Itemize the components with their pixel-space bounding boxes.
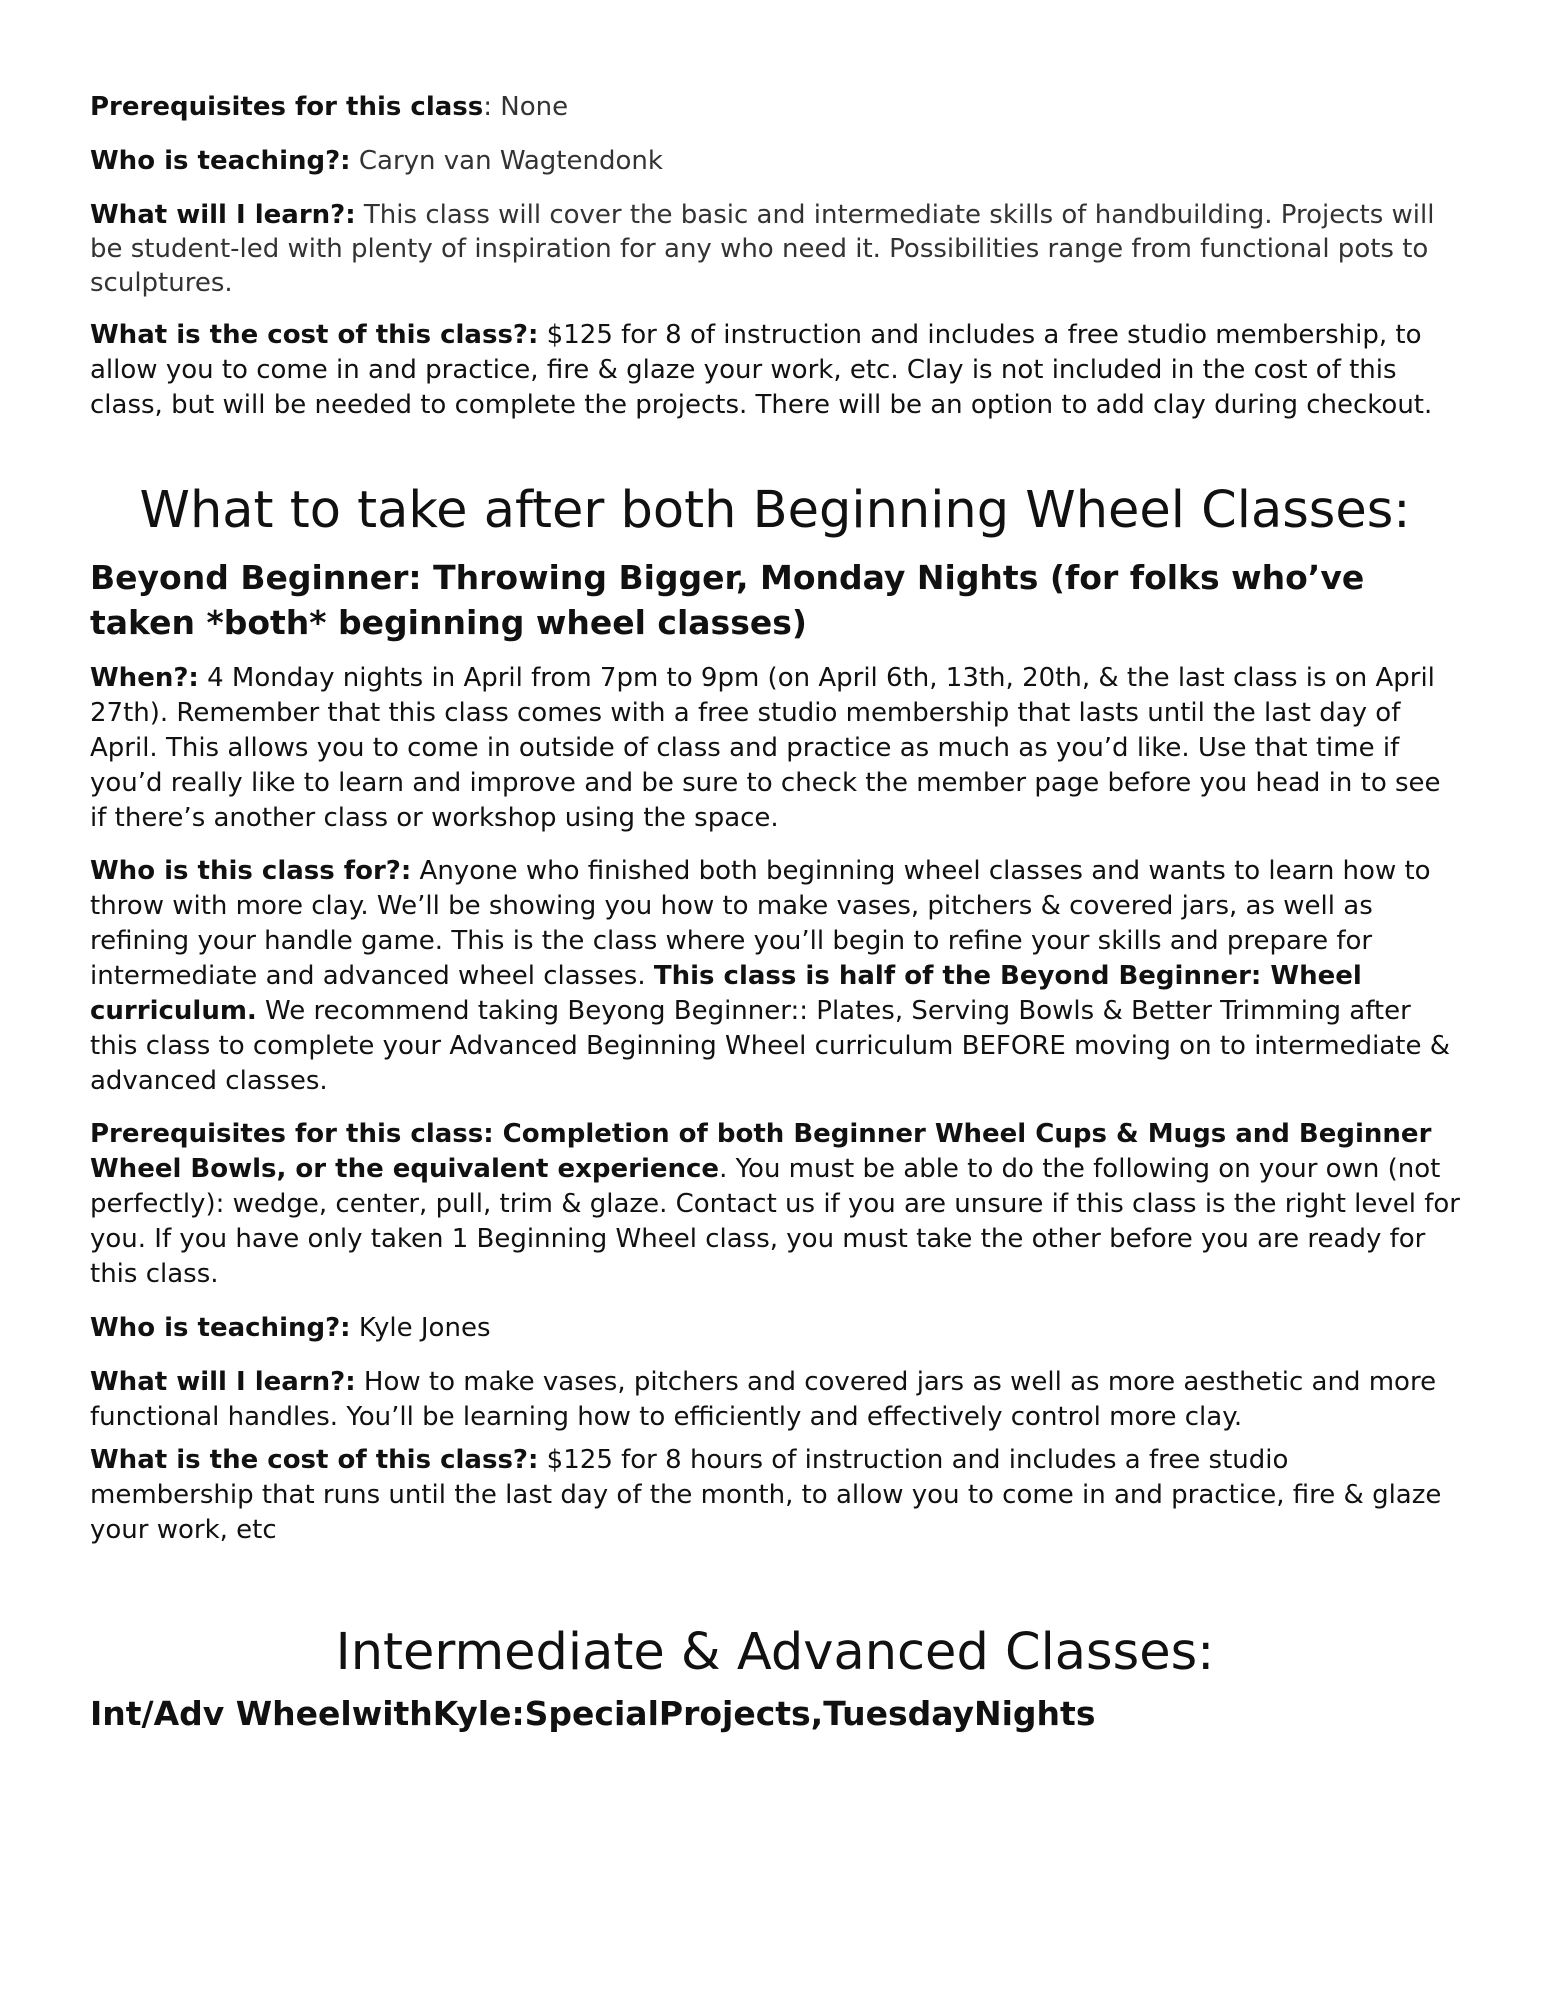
bb-prereq-paragraph [90,1117,1460,1292]
teacher-value: Caryn van Wagtendonk [350,146,663,176]
class-title-beyond-beginner: Beyond Beginner: Throwing Bigger, Monday Nights (for folks who’ve taken *both* beginning wheel classes) [90,558,1365,642]
bb-learn-value: How to make vases, pitchers and covered jars as well as more aesthetic and more functional handles. You’ll be learning how to efficiently and effectively control more clay. [90,1367,1437,1432]
learn-value: This class will cover the basic and intermediate skills of handbuilding. Projects will be student-led with plenty of inspiration for any who need it. Possibilities range from functional pots to sculptures. [90,200,1435,298]
bb-cost-paragraph [90,1443,1460,1548]
bb-learn-label: What will I learn?: [90,1367,356,1397]
for-value: Anyone who finished both beginning wheel classes and wants to learn how to throw with more clay. We’ll be showing you how to make vases, pitchers & covered jars, as well as refining your handle game. This is the class where you’ll begin to refine your skills and prepare for intermediate and advanced wheel classes. [90,856,1431,991]
teacher-label: Who is teaching?: [90,146,351,176]
for-paragraph [90,854,1460,1099]
class-title-int-adv: Int/Adv WheelwithKyle:SpecialProjects,TuesdayNights [90,1694,1096,1733]
for-tail: We recommend taking Beyong Beginner:: Plates, Serving Bowls & Better Trimming after this class to complete your Advanced Beginning Wheel curriculum BEFORE moving on to intermediate & advanced classes. [90,996,1451,1096]
cost-paragraph [90,318,1460,423]
for-bold: This class is half of the Beyond Beginner: Wheel curriculum. [90,961,1362,1026]
prereq-label: Prerequisites for this class [90,92,484,122]
bb-learn-paragraph [90,1365,1460,1435]
prereq-value: : None [483,92,569,122]
teacher-paragraph [90,144,1460,179]
document-page [90,90,1460,1736]
for-label: Who is this class for?: [90,856,412,886]
when-paragraph [90,661,1460,836]
prereq-paragraph [90,90,1460,125]
cost-label: What is the cost of this class?: [90,320,539,350]
learn-paragraph [90,198,1460,300]
bb-teacher-paragraph [90,1311,1460,1346]
section-heading-after-beginning: What to take after both Beginning Wheel Classes: [139,481,1411,540]
when-label: When?: [90,663,199,693]
bb-cost-value: $125 for 8 hours of instruction and includes a free studio membership that runs until the last day of the month, to allow you to come in and practice, fire & glaze your work, etc [90,1445,1442,1545]
bb-teacher-value: Kyle Jones [350,1313,491,1343]
section-heading-intermediate: Intermediate & Advanced Classes: [335,1623,1215,1682]
learn-label: What will I learn?: [90,200,356,230]
bb-teacher-label: Who is teaching?: [90,1313,351,1343]
when-value: 4 Monday nights in April from 7pm to 9pm (on April 6th, 13th, 20th, & the last class is on April 27th). Remember that this class comes with a free studio membership that lasts until the last day of April. This allows you to come in outside of class and practice as much as you’d like. Use that time if you’d really like to learn and improve and be sure to check the member page before you head in to see if there’s another class or workshop using the space. [90,663,1441,833]
bb-prereq-label: Prerequisites for this class: Completion of both Beginner Wheel Cups & Mugs and Beginner Wheel Bowls, or the equivalent experience [90,1119,1432,1184]
bb-cost-label: What is the cost of this class?: [90,1445,539,1475]
bb-prereq-value: . You must be able to do the following on your own (not perfectly): wedge, center, pull, trim & glaze. Contact us if you are unsure if this class is the right level for you. If you have only taken 1 Beginning Wheel class, you must take the other before you are ready for this class. [90,1154,1460,1289]
cost-value: $125 for 8 of instruction and includes a free studio membership, to allow you to come in and practice, fire & glaze your work, etc. Clay is not included in the cost of this class, but will be needed to complete the projects. There will be an option to add clay during checkout. [90,320,1433,420]
